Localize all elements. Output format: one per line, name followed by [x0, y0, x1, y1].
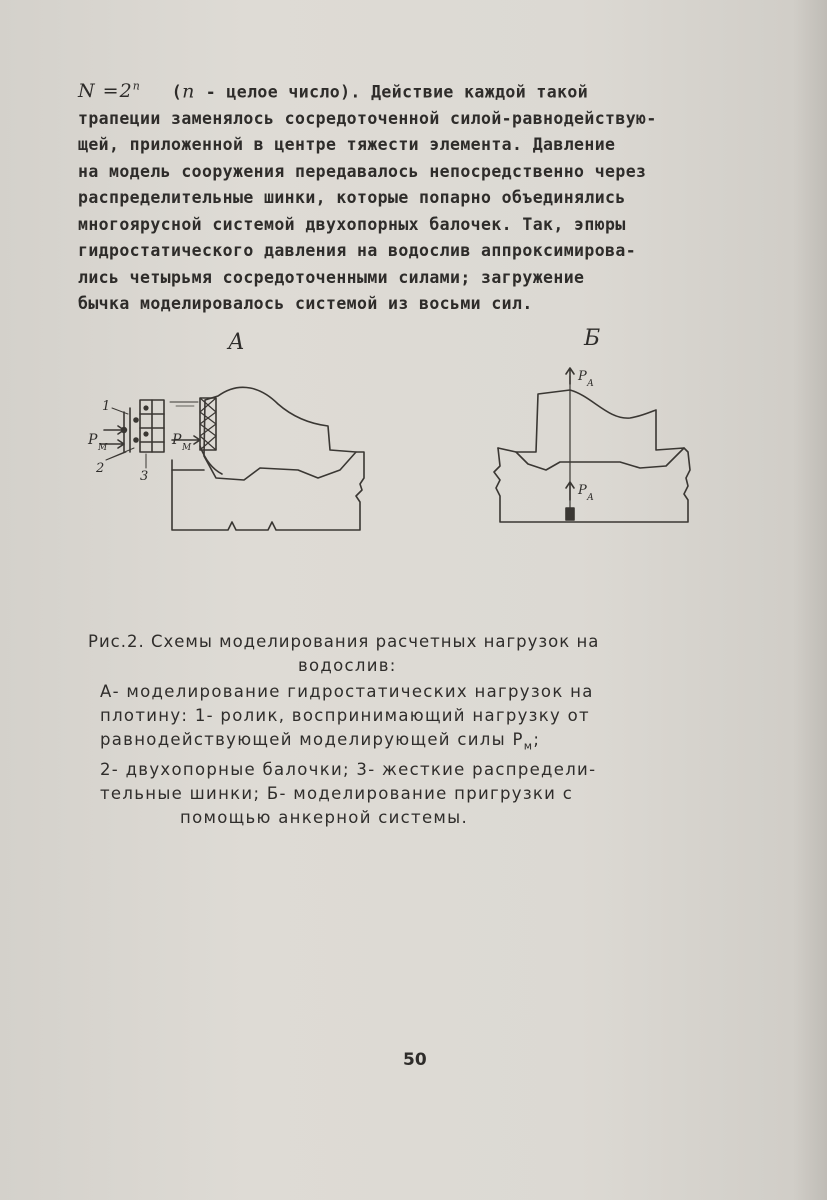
caption-line: 2- двухопорные балочки; 3- жесткие распредели- [100, 760, 597, 780]
paragraph-line: гидростатического давления на водослив аппроксимирова- [78, 241, 637, 261]
callout-3: 3 [140, 469, 149, 484]
caption-body [88, 680, 728, 830]
arrow-pa-top [566, 368, 574, 384]
caption-line [100, 728, 728, 758]
label-pm-left-sub: М [98, 443, 108, 453]
label-pa-bottom: P [578, 483, 587, 498]
roller-4 [144, 406, 148, 410]
dam-a-outline [204, 387, 356, 480]
paragraph-line: щей, приложенной в центре тяжести элемента. Давление [78, 135, 616, 155]
caption-line: тельные шинки; Б- моделирование пригрузки с [100, 784, 574, 804]
arrow-pa-bottom [566, 482, 574, 500]
label-pa-top-sub: А [587, 379, 594, 389]
foundation-b-top-left [498, 448, 516, 452]
dam-b-outline [516, 390, 684, 470]
roller-2 [134, 418, 138, 422]
paragraph-line: лись четырьмя сосредоточенными силами; загружение [78, 267, 585, 287]
callout-line-1 [112, 408, 128, 414]
caption-title-cont: водослив: [298, 656, 397, 675]
callout-1: 1 [102, 399, 111, 414]
label-pm-left: P [88, 432, 98, 448]
paragraph-line: на модель сооружения передавалось непосредственно через [78, 161, 647, 181]
roller-1 [122, 428, 127, 433]
diagram-a [100, 387, 364, 530]
label-pa-top: P [578, 369, 587, 384]
caption-line: А- моделирование гидростатических нагрузок на [100, 682, 594, 701]
paragraph-line: трапеции заменялось сосредоточенной силой-равнодействую- [78, 108, 657, 128]
roller-3 [134, 438, 138, 442]
foundation-a [172, 452, 364, 530]
callout-line-2 [106, 448, 134, 460]
caption-last-line: помощью анкерной системы. [180, 808, 469, 828]
paragraph-line: распределительные шинки, которые попарно объединялись [78, 188, 626, 208]
truss-a-bracing [200, 398, 216, 450]
figure-caption [88, 630, 728, 830]
label-pm-right-sub: М [182, 443, 192, 453]
callout-2: 2 [96, 461, 105, 476]
formula-lhs: N =2 [78, 80, 133, 103]
caption-title: Рис.2. Схемы моделирования расчетных нагрузок на [88, 632, 600, 651]
figure-label-b: Б [584, 326, 601, 351]
caption-pm-suffix: ; [533, 730, 541, 749]
truss-a [200, 398, 216, 450]
anchor-block [566, 508, 574, 520]
roller-5 [144, 432, 148, 436]
caption-pm-subscript: м [523, 739, 534, 753]
paragraph-line-0-tail: - целое число). Действие каждой такой [205, 82, 589, 102]
formula-exponent: n [132, 80, 141, 93]
paragraph-line: бычка моделировалось системой из восьми сил. [78, 294, 533, 314]
formula-variable: n [182, 80, 196, 103]
figure-label-a: А [228, 330, 245, 355]
caption-line-text: равнодействующей моделирующей силы Р [100, 730, 524, 749]
caption-line: плотину: 1- ролик, воспринимающий нагрузку от [100, 706, 590, 725]
paren-open: ( [171, 82, 183, 102]
label-pm-right: P [172, 432, 182, 448]
page-number: 50 [403, 1050, 427, 1070]
paragraph-line: многоярусной системой двухопорных балочек. Так, эпюры [78, 214, 626, 234]
label-pa-bottom-sub: А [587, 493, 594, 503]
